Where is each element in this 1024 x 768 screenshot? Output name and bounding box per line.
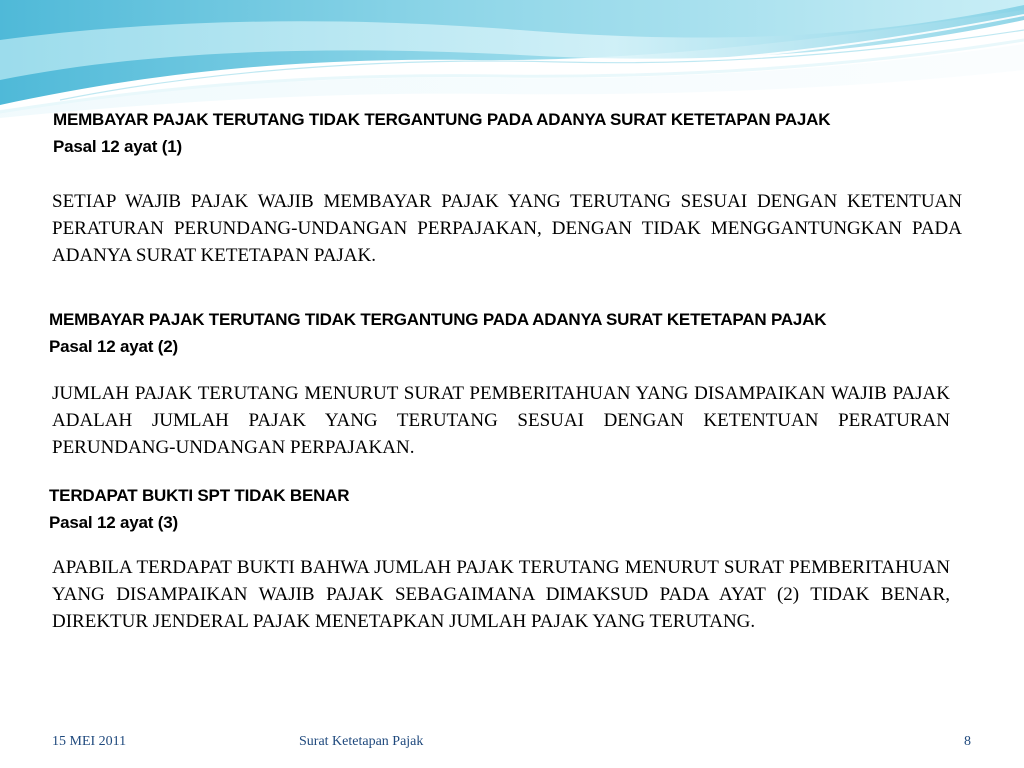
- footer-page-number: 8: [964, 734, 971, 749]
- section-3-subtitle: Pasal 12 ayat (3): [49, 513, 178, 532]
- section-2-subtitle: Pasal 12 ayat (2): [49, 337, 178, 356]
- section-1-heading: [53, 106, 830, 160]
- footer-date: 15 MEI 2011: [52, 734, 127, 749]
- section-1-paragraph: SETIAP WAJIB PAJAK WAJIB MEMBAYAR PAJAK YANG TERUTANG SESUAI DENGAN KETENTUAN PERATURAN PERUNDANG-UNDANGAN PERPAJAKAN, DENGAN TIDAK MENGGANTUNGKAN PADA ADANYA SURAT KETETAPAN PAJAK.: [52, 191, 962, 266]
- header-wave-decoration: [0, 0, 1024, 120]
- section-2-paragraph: JUMLAH PAJAK TERUTANG MENURUT SURAT PEMBERITAHUAN YANG DISAMPAIKAN WAJIB PAJAK ADALAH JUMLAH PAJAK YANG TERUTANG SESUAI DENGAN KETENTUAN PERATURAN PERUNDANG-UNDANGAN PERPAJAKAN.: [52, 383, 950, 458]
- footer-title: Surat Ketetapan Pajak: [299, 734, 424, 749]
- section-2-heading: [49, 306, 826, 360]
- section-1-title: MEMBAYAR PAJAK TERUTANG TIDAK TERGANTUNG PADA ADANYA SURAT KETETAPAN PAJAK: [53, 110, 831, 129]
- section-3-title: TERDAPAT BUKTI SPT TIDAK BENAR: [49, 486, 350, 505]
- section-3-heading: [49, 482, 349, 536]
- section-1-subtitle: Pasal 12 ayat (1): [53, 137, 182, 156]
- section-3-paragraph: APABILA TERDAPAT BUKTI BAHWA JUMLAH PAJAK TERUTANG MENURUT SURAT PEMBERITAHUAN YANG DISAMPAIKAN WAJIB PAJAK SEBAGAIMANA DIMAKSUD PADA AYAT (2) TIDAK BENAR, DIREKTUR JENDERAL PAJAK MENETAPKAN JUMLAH PAJAK YANG TERUTANG.: [52, 557, 950, 632]
- section-2-title: MEMBAYAR PAJAK TERUTANG TIDAK TERGANTUNG PADA ADANYA SURAT KETETAPAN PAJAK: [49, 310, 827, 329]
